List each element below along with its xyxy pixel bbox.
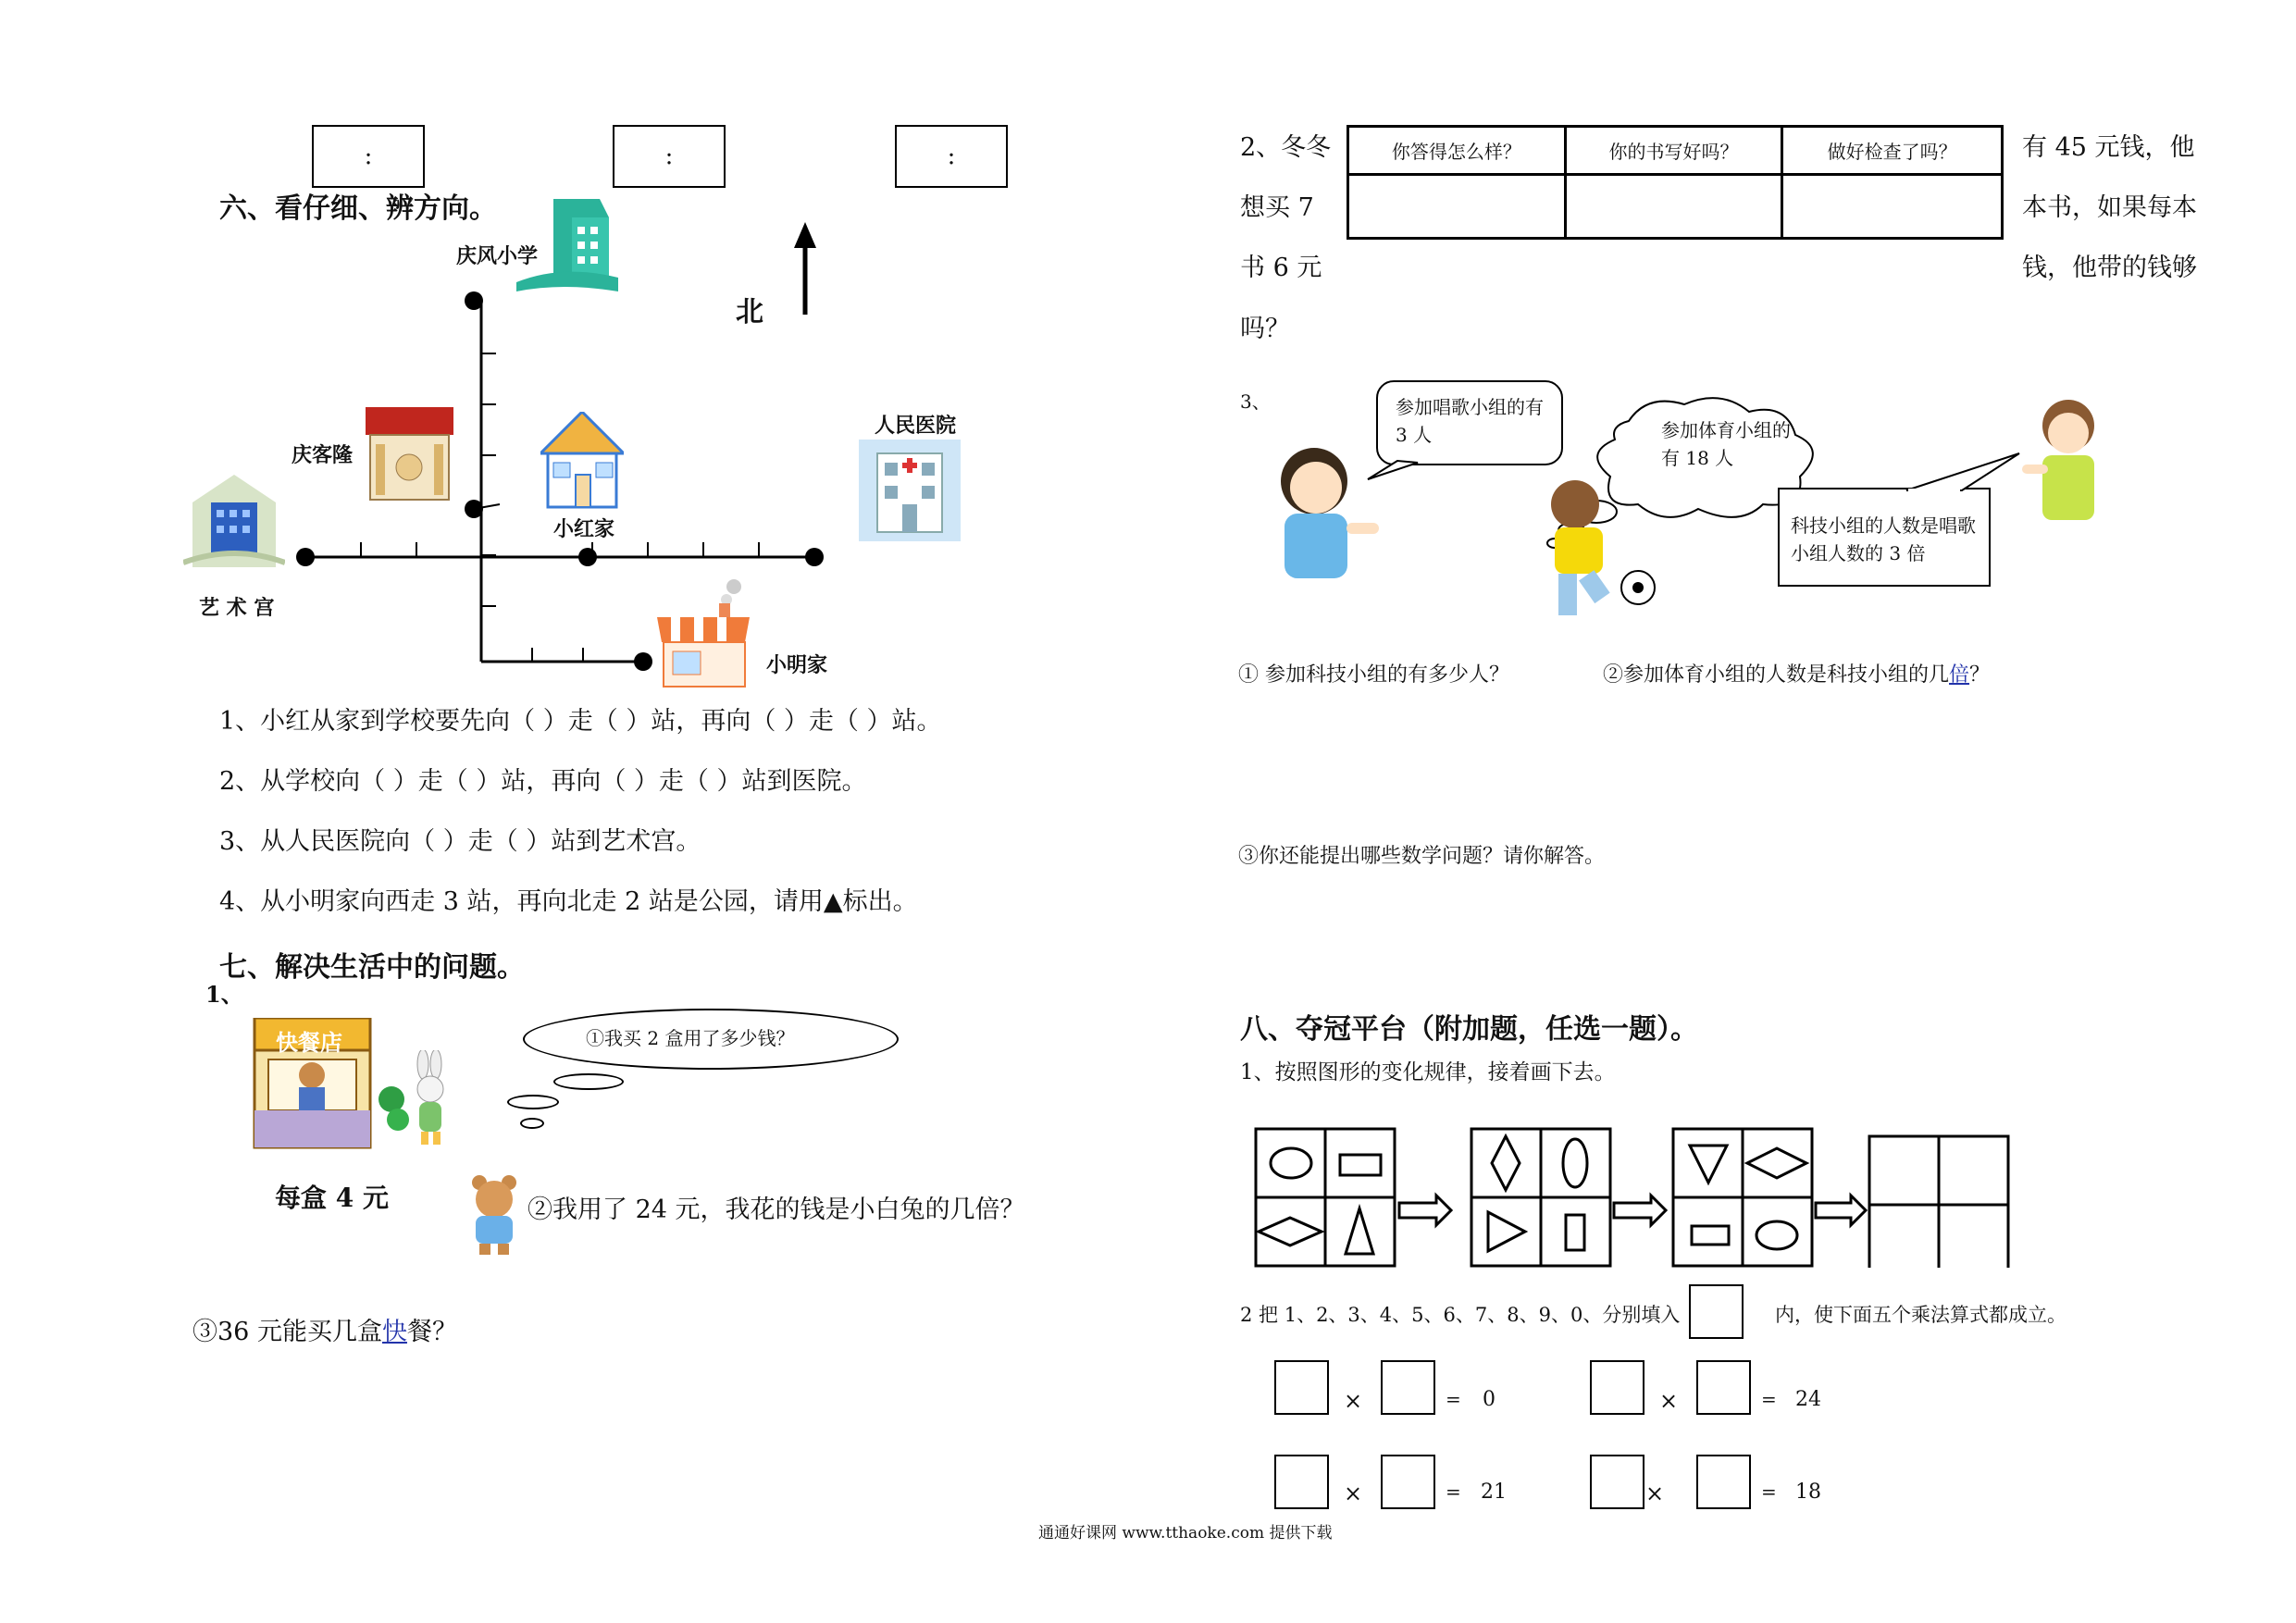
art-palace-icon [183,475,285,576]
table-cell[interactable] [1349,176,1567,237]
problem-2-line-b: 想买 7 [1240,193,1314,222]
q2-link[interactable]: 倍 [1949,663,1970,687]
sec7-question-2: ②我用了 24 元，我花的钱是小白兔的几倍？ [527,1196,1025,1224]
sec7-q3-link[interactable]: 快 [381,1318,407,1346]
boy2-bubble-text: 科技小组的人数是唱歌小组人数的 3 倍 [1791,514,1976,564]
problem-3-question-1: ① 参加科技小组的有多少人？ [1238,663,1509,687]
digit-box[interactable] [1696,1455,1751,1509]
equals-sign: = [1761,1388,1777,1410]
equals-sign: = [1761,1481,1777,1503]
price-label: 每盒 4 元 [275,1183,389,1213]
thought-dot [553,1073,624,1090]
sec6-question-2: 2、从学校向（ ）走（ ）站，再向（ ）走（ ）站到医院。 [219,767,867,796]
self-check-table [1347,125,2004,240]
store-icon [361,407,458,504]
digit-box[interactable] [1381,1455,1435,1509]
times-sign: × [1645,1481,1665,1506]
table-header-cell: 你答得怎么样？ [1349,128,1567,176]
problem-2-line-e: 有 45 元钱，他 [2022,133,2195,162]
table-header-cell: 做好检查了吗？ [1783,128,2001,176]
bear-icon [463,1173,527,1257]
digit-box[interactable] [1274,1455,1329,1509]
pointing-boy-icon [2022,389,2124,537]
thought-dot [507,1095,559,1109]
digit-box[interactable] [1696,1360,1751,1415]
hospital-icon [859,440,961,541]
page-footer: 通通好课网 www.tthaoke.com 提供下载 [1038,1524,1333,1542]
problem-3-question-3: ③你还能提出哪些数学问题？请你解答。 [1238,845,1606,868]
sec6-question-3: 3、从人民医院向（ ）走（ ）站到艺术宫。 [219,827,701,856]
north-label: 北 [736,296,763,328]
place-school: 庆风小学 [456,244,539,268]
thought-bubble-text: ①我买 2 盒用了多少钱？ [586,1027,795,1049]
sec7-q3-text: ③36 元能买几盒 [192,1318,382,1346]
problem-2-line-g: 钱，他带的钱够 [2022,254,2197,282]
digit-box[interactable] [1590,1455,1644,1509]
section-8-title: 八、夺冠平台（附加题，任选一题）。 [1240,1013,1698,1046]
equals-sign: = [1446,1388,1461,1410]
girl-character-icon [1259,440,1388,588]
digit-box[interactable] [1274,1360,1329,1415]
sec8-question-2-b: 内，使下面五个乘法算式都成立。 [1775,1304,2066,1326]
times-sign: × [1659,1388,1679,1414]
problem-3-question-2 [1603,659,1990,688]
shape-pattern-sequence [1249,1120,2017,1268]
boy-cloud-text: 参加体育小组的有 18 人 [1661,419,1791,469]
result-value: 21 [1481,1481,1507,1504]
result-value: 0 [1483,1388,1496,1411]
problem-2-line-c: 书 6 元 [1240,254,1322,282]
digit-box[interactable] [1590,1360,1644,1415]
problem-3-number: 3、 [1240,390,1271,413]
equals-sign: = [1446,1481,1461,1503]
problem-2-line-a: 2、冬冬 [1240,133,1332,162]
answer-box-2 [613,125,726,188]
table-cell[interactable] [1783,176,2001,237]
box-label: : [947,142,956,170]
place-art: 艺 术 宫 [199,596,275,620]
result-value: 24 [1795,1388,1821,1411]
problem-2-line-d: 吗？ [1240,315,1290,343]
girl-bubble-text: 参加唱歌小组的有 3 人 [1396,396,1544,446]
section-7-title: 七、解决生活中的问题。 [219,951,525,984]
times-sign: × [1344,1481,1363,1506]
section-6-title: 六、看仔细、辨方向。 [219,192,497,225]
sec7-number: 1、 [205,981,243,1008]
answer-box-1 [312,125,425,188]
sec8-question-2-a: 2 把 1、2、3、4、5、6、7、8、9、0、分别填入 [1240,1304,1681,1326]
home-red-icon [540,412,624,509]
box-label: : [664,142,674,170]
q2-tail: ？ [1969,663,1991,687]
times-sign: × [1344,1388,1363,1414]
sec7-question-3 [192,1311,457,1347]
q2-text: ②参加体育小组的人数是科技小组的几 [1603,663,1950,687]
place-home-ming: 小明家 [766,653,828,677]
home-ming-icon [652,576,754,691]
sec8-question-1: 1、按照图形的变化规律，接着画下去。 [1240,1060,1616,1084]
box-label: : [364,142,373,170]
digit-box[interactable] [1381,1360,1435,1415]
sec7-q3-tail: 餐？ [406,1318,457,1346]
thought-dot [520,1118,544,1129]
result-value: 18 [1795,1481,1821,1504]
rabbit-icon [403,1050,458,1147]
place-home-red: 小红家 [553,517,615,541]
answer-box-3 [895,125,1008,188]
sec6-question-4: 4、从小明家向西走 3 站，再向北走 2 站是公园，请用▲标出。 [219,887,918,916]
place-store: 庆客隆 [292,443,354,467]
soccer-boy-icon [1518,472,1666,629]
table-header-cell: 你的书写好吗？ [1567,128,1784,176]
place-hospital: 人民医院 [875,414,957,438]
table-cell[interactable] [1567,176,1784,237]
example-answer-box [1689,1284,1744,1339]
shop-sign-label: 快餐店 [276,1029,342,1056]
sec6-question-1: 1、小红从家到学校要先向（ ）走（ ）站，再向（ ）走（ ）站。 [219,707,942,736]
problem-2-line-f: 本书，如果每本 [2022,193,2197,222]
